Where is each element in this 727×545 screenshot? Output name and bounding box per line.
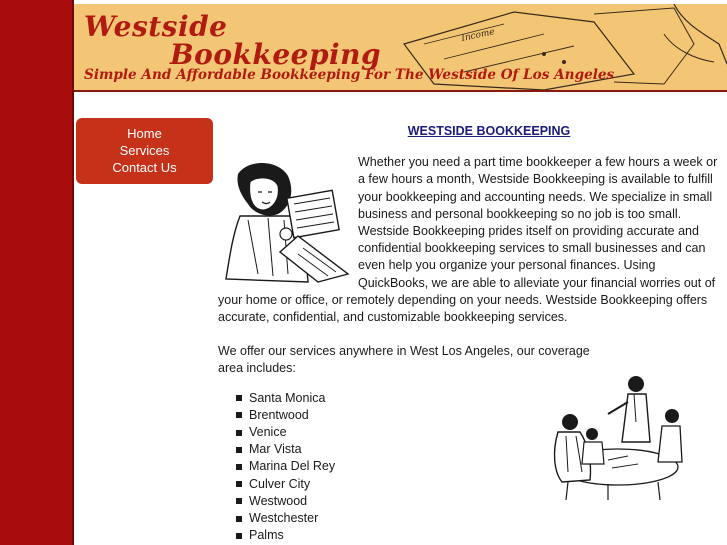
page-title: WESTSIDE BOOKKEEPING [407,124,571,138]
area-name: Marina Del Rey [249,459,336,474]
list-item [236,527,724,544]
svg-text:Income: Income [460,27,496,44]
nav-contact-us-link[interactable]: Contact Us [112,160,177,175]
header-banner [74,4,727,92]
bullet-icon [236,498,242,504]
bullet-icon [236,481,242,487]
bullet-icon [236,464,242,470]
main-nav [76,118,213,184]
bullet-icon [236,395,242,401]
business-meeting-illustration [548,372,688,502]
nav-services-link[interactable]: Services [119,143,170,158]
bullet-icon [236,516,242,522]
area-name: Westchester [249,511,319,526]
area-name: Culver City [249,476,311,491]
area-name: Westwood [249,493,308,508]
left-sidebar-strip [0,0,74,545]
area-name: Brentwood [249,407,309,422]
bullet-icon [236,447,242,453]
nav-home-link[interactable]: Home [127,126,162,141]
bullet-icon [236,412,242,418]
list-item [236,510,724,527]
area-name: Mar Vista [249,442,302,457]
bullet-icon [236,430,242,436]
bullet-icon [236,533,242,539]
brand-name-line1: Westside [84,10,228,43]
woman-with-adding-machine-illustration [218,154,354,284]
area-name: Palms [249,528,284,543]
intro-paragraph: Whether you need a part time bookkeeper a few hours a week or a few hours a month, Westside Bookkeeping is available to fulfill your bookkeeping and accounting needs. We specialize in small business and personal bookkeeping so no job is too small. Westside Bookkeeping prides itself on providing accurate and confidential bookkeeping services to small businesses and can even help you organize your personal finances. Using QuickBooks, we are able to alleviate your financial worries out of your home or office, or remotely depending on your needs. Westside Bookkeeping offers accurate, confidential, and customizable bookkeeping services. [218,155,718,325]
brand-name-line2: Bookkeeping [170,38,382,71]
area-name: Santa Monica [249,390,326,405]
brand-tagline: Simple And Affordable Bookkeeping For The Westside Of Los Angeles [84,67,615,83]
coverage-paragraph: We offer our services anywhere in West Los Angeles, our coverage area includes: [218,344,590,376]
area-name: Venice [249,425,287,440]
